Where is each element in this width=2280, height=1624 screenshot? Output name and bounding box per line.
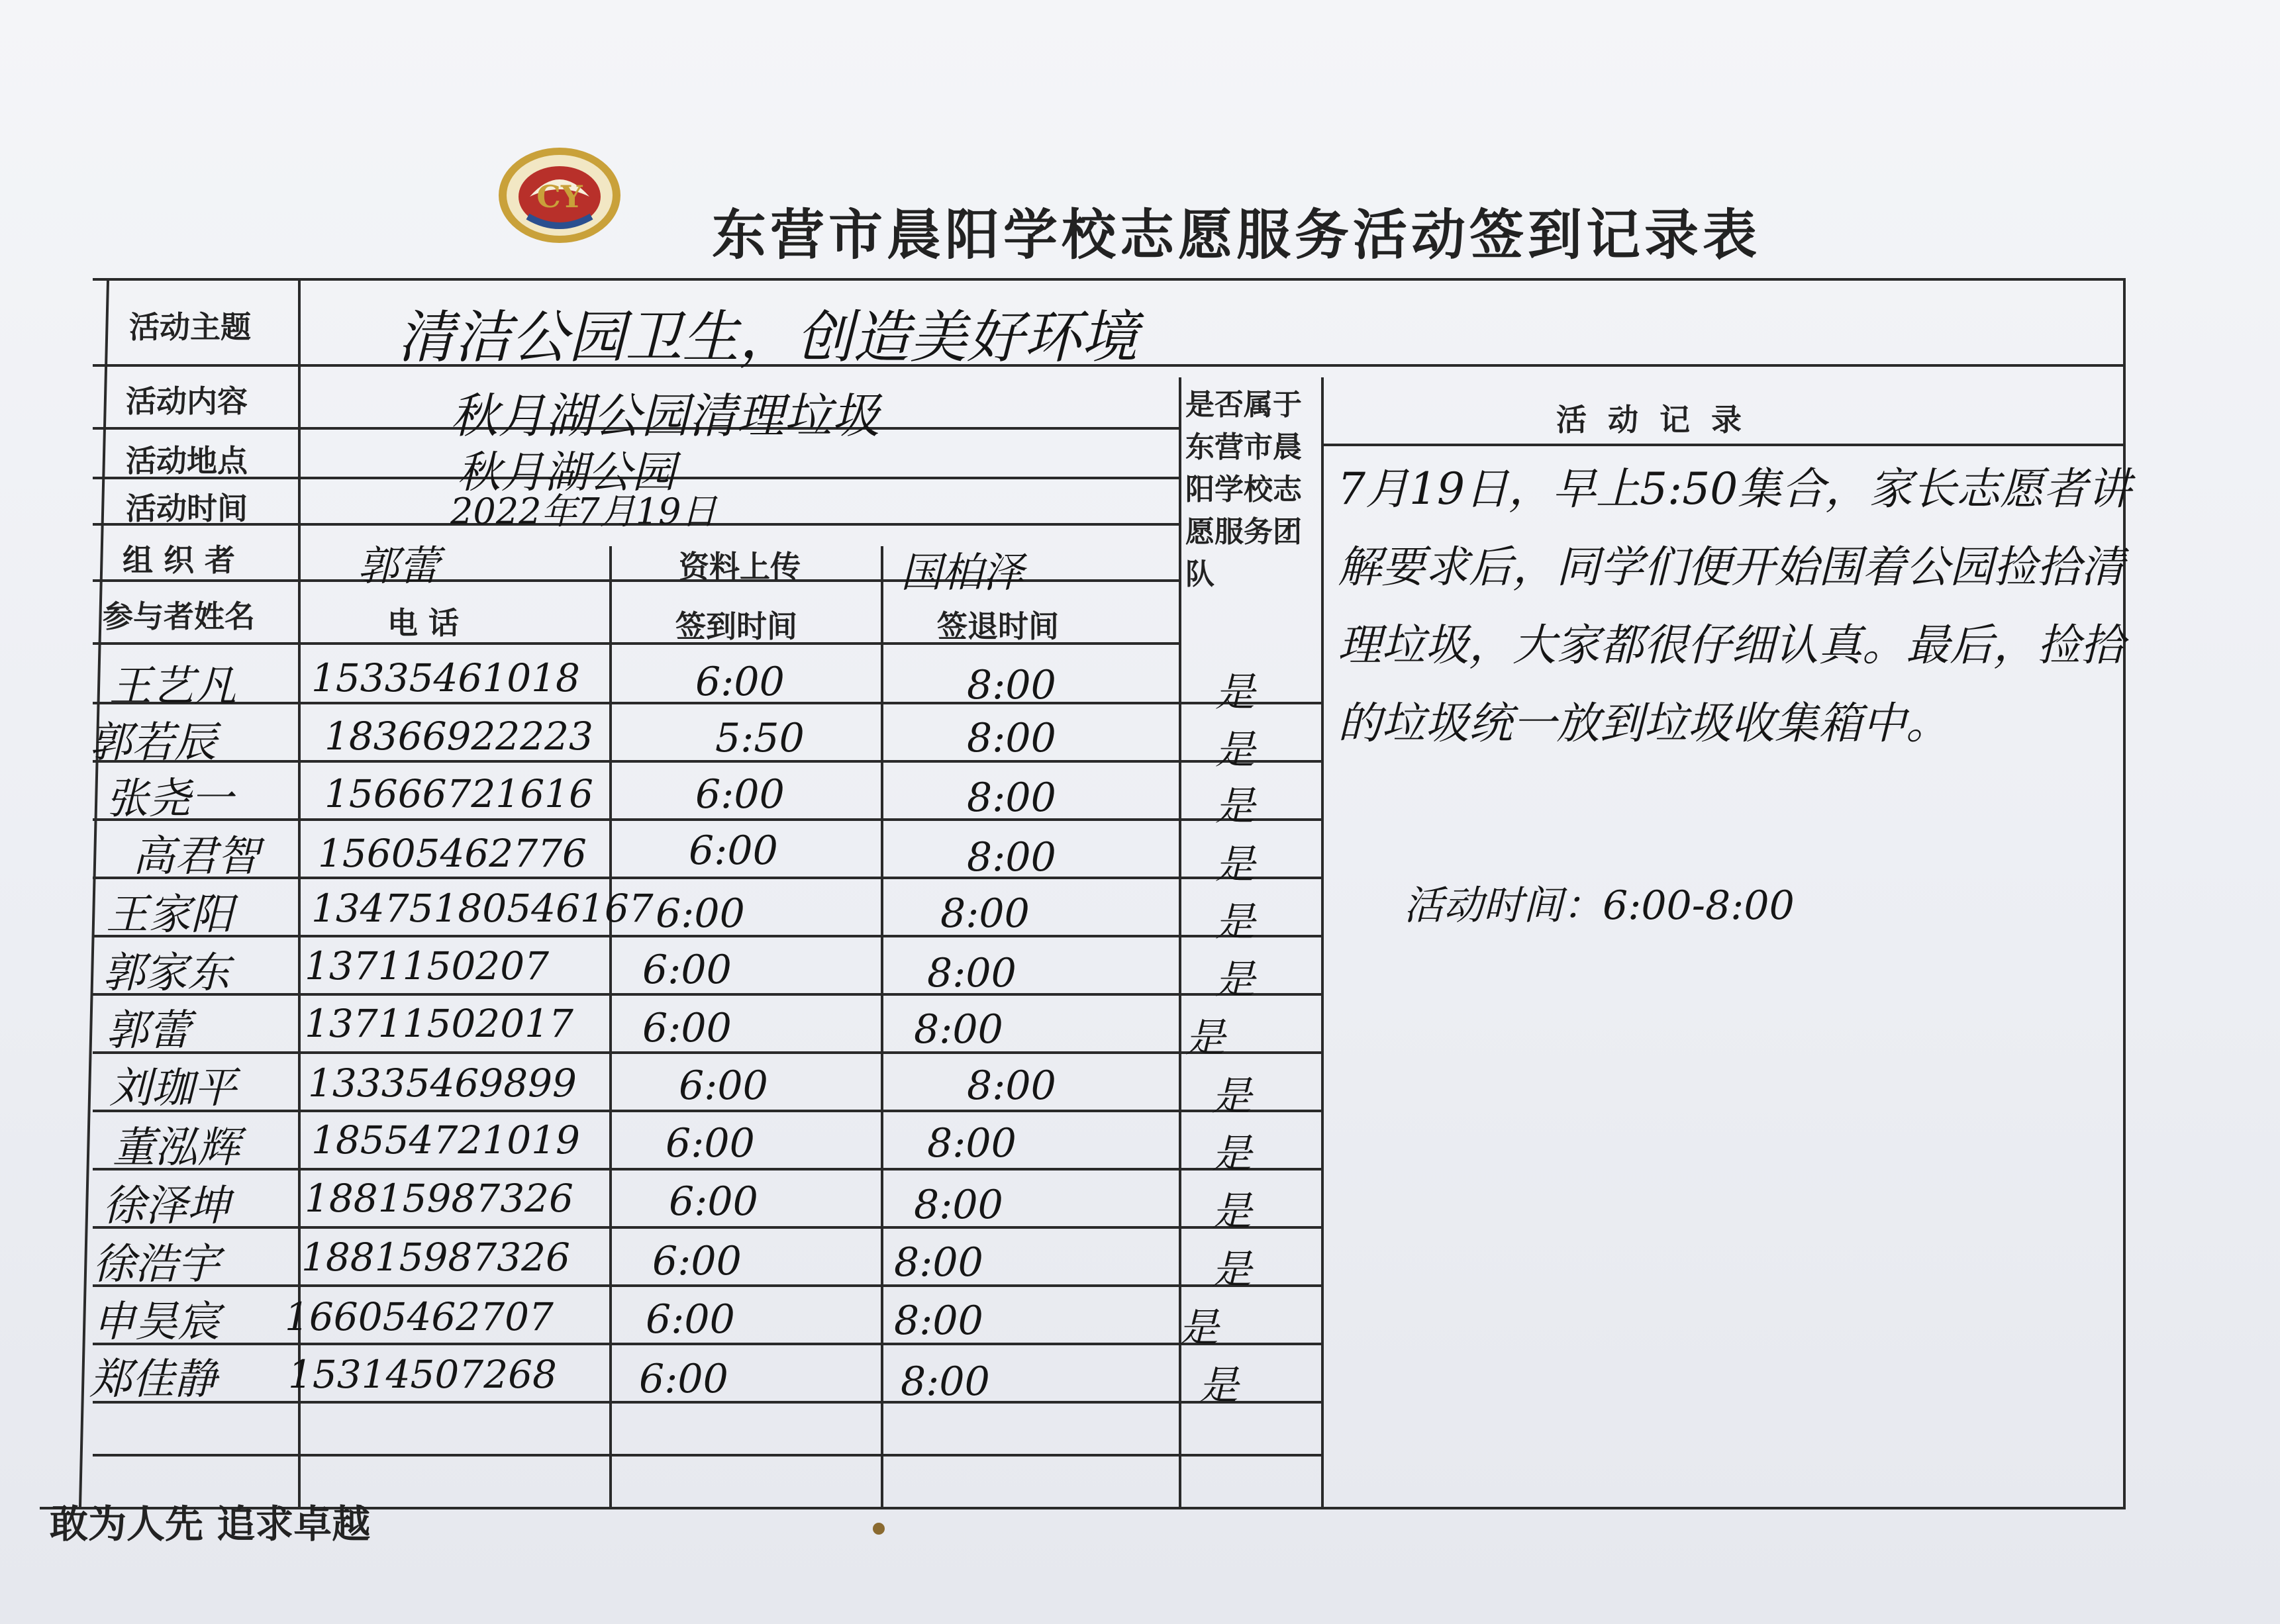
participant-checkout: 8:00: [967, 662, 1056, 708]
label-checkin: 签到时间: [675, 608, 797, 644]
ink-dot: [873, 1523, 885, 1535]
participant-checkin: 6:00: [679, 1063, 768, 1109]
participant-phone: 16605462707: [285, 1294, 554, 1339]
form-title: 东营市晨阳学校志愿服务活动签到记录表: [712, 203, 1761, 267]
participant-name: 刘珈平: [109, 1064, 236, 1113]
label-checkout: 签退时间: [937, 608, 1059, 644]
row-line-4: [93, 877, 1321, 879]
row-line-7: [93, 1051, 1321, 1054]
label-is-member: 是否属于东营市晨阳学校志愿服务团队: [1185, 388, 1302, 591]
participant-phone: 15605462776: [318, 831, 587, 876]
divider-record-col: [1321, 377, 1324, 1509]
participant-member: 是: [1179, 1305, 1218, 1351]
participant-name: 高君智: [132, 832, 260, 881]
school-logo: [493, 142, 626, 255]
participant-member: 是: [1199, 1362, 1238, 1409]
participant-member: 是: [1215, 841, 1255, 888]
border-top: [93, 278, 2126, 281]
participant-member: 是: [1212, 1073, 1252, 1120]
row-line-11: [93, 1284, 1321, 1287]
label-organizer: 组 织 者: [123, 542, 236, 578]
label-content: 活动内容: [126, 383, 248, 419]
participant-checkin: 6:00: [642, 947, 732, 993]
label-time: 活动时间: [126, 491, 248, 526]
row-line-10: [93, 1226, 1321, 1229]
value-location: 秋月湖公园: [457, 447, 675, 498]
label-record: 活 动 记 录: [1556, 402, 1748, 438]
participant-checkout: 8:00: [914, 1006, 1003, 1053]
participant-checkout: 8:00: [967, 715, 1056, 761]
participant-checkout: 8:00: [894, 1298, 983, 1344]
value-content: 秋月湖公园清理垃圾: [450, 388, 880, 444]
participant-phone: 18554721019: [311, 1118, 580, 1163]
participant-member: 是: [1215, 783, 1255, 830]
participant-name: 王家阳: [106, 890, 233, 939]
label-participant-name: 参与者姓名: [103, 598, 255, 634]
participant-checkout: 8:00: [967, 1063, 1056, 1109]
participant-phone: 18366922223: [324, 714, 593, 759]
participant-name: 张尧一: [106, 775, 233, 824]
row-line-8: [93, 1110, 1321, 1112]
participant-member: 是: [1215, 957, 1255, 1003]
row-line-2: [93, 760, 1321, 763]
participant-checkin: 6:00: [639, 1356, 728, 1402]
participant-checkin: 6:00: [652, 1238, 742, 1284]
participant-phone: 1371150207: [305, 943, 550, 988]
participant-name: 郑佳静: [89, 1355, 217, 1404]
row-line-6: [93, 993, 1321, 996]
participant-phone: 13475180546167: [311, 886, 654, 931]
value-time: 2022年7月19日: [450, 491, 717, 532]
label-theme: 活动主题: [129, 309, 251, 345]
participant-checkin: 6:00: [689, 828, 778, 874]
participant-checkin: 6:00: [656, 890, 745, 937]
participant-checkin: 6:00: [666, 1120, 755, 1167]
participant-checkin: 6:00: [669, 1178, 758, 1225]
participant-name: 董泓辉: [113, 1123, 240, 1172]
participant-member: 是: [1215, 899, 1255, 945]
participant-phone: 13711502017: [305, 1001, 573, 1046]
participant-checkout: 8:00: [967, 775, 1056, 821]
participant-phone: 18815987326: [301, 1235, 570, 1280]
participant-name: 郭蕾: [106, 1006, 191, 1055]
participant-member: 是: [1212, 1247, 1252, 1293]
participant-checkout: 8:00: [914, 1182, 1003, 1228]
participant-member: 是: [1212, 1188, 1252, 1235]
sign-in-form: [40, 278, 2132, 1509]
row-line-record-header: [1321, 444, 2126, 446]
participant-member: 是: [1212, 1131, 1252, 1177]
participant-member: 是: [1185, 1015, 1225, 1061]
value-upload: 国柏泽: [901, 548, 1024, 597]
participant-phone: 15666721616: [324, 771, 593, 816]
participant-checkin: 6:00: [695, 659, 785, 705]
divider-phone-col: [609, 546, 612, 1509]
participant-checkin: 6:00: [695, 771, 785, 818]
svg-text:CY: CY: [536, 179, 583, 215]
participant-name: 郭若辰: [89, 718, 217, 767]
participant-name: 徐浩宇: [93, 1240, 220, 1289]
participant-phone: 13335469899: [308, 1061, 577, 1106]
participant-checkin: 6:00: [646, 1296, 735, 1343]
participant-checkout: 8:00: [927, 950, 1016, 996]
activity-record-text: 7月19日，早上5:50集合，家长志愿者讲解要求后，同学们便开始围着公园捡拾清理垃圾，大家都很仔细认真。最后，捡拾的垃圾统一放到垃圾收集箱中。: [1338, 463, 2132, 749]
participant-checkout: 8:00: [894, 1239, 983, 1286]
participant-name: 郭家东: [103, 949, 230, 998]
participant-name: 申昊宸: [93, 1298, 220, 1347]
value-organizer: 郭蕾: [358, 542, 440, 590]
row-line-12: [93, 1343, 1321, 1345]
participant-phone: 15314507268: [288, 1352, 557, 1397]
participant-phone: 15335461018: [311, 655, 580, 700]
label-phone: 电 话: [387, 605, 460, 641]
row-line-9: [93, 1168, 1321, 1170]
participant-checkout: 8:00: [901, 1359, 990, 1405]
row-line-3: [93, 818, 1321, 821]
participant-checkout: 8:00: [940, 890, 1030, 937]
label-upload: 资料上传: [679, 549, 801, 585]
participant-checkin: 6:00: [642, 1005, 732, 1051]
activity-record-duration: 活动时间：6:00-8:00: [1404, 883, 1795, 929]
row-line-14: [93, 1454, 1321, 1457]
school-motto: 敢为人先 追求卓越: [50, 1502, 371, 1547]
label-location: 活动地点: [126, 443, 248, 479]
participant-checkin: 5:50: [715, 715, 805, 761]
value-theme: 清洁公园卫生，创造美好环境: [397, 305, 1138, 371]
participant-checkout: 8:00: [967, 834, 1056, 881]
participant-name: 徐泽坤: [103, 1182, 230, 1231]
participant-member: 是: [1215, 727, 1255, 773]
participant-phone: 18815987326: [305, 1176, 573, 1221]
participant-name: 王艺凡: [109, 662, 236, 711]
participant-checkout: 8:00: [927, 1120, 1016, 1167]
divider-checkin-col: [881, 546, 883, 1509]
participant-member: 是: [1215, 669, 1255, 716]
